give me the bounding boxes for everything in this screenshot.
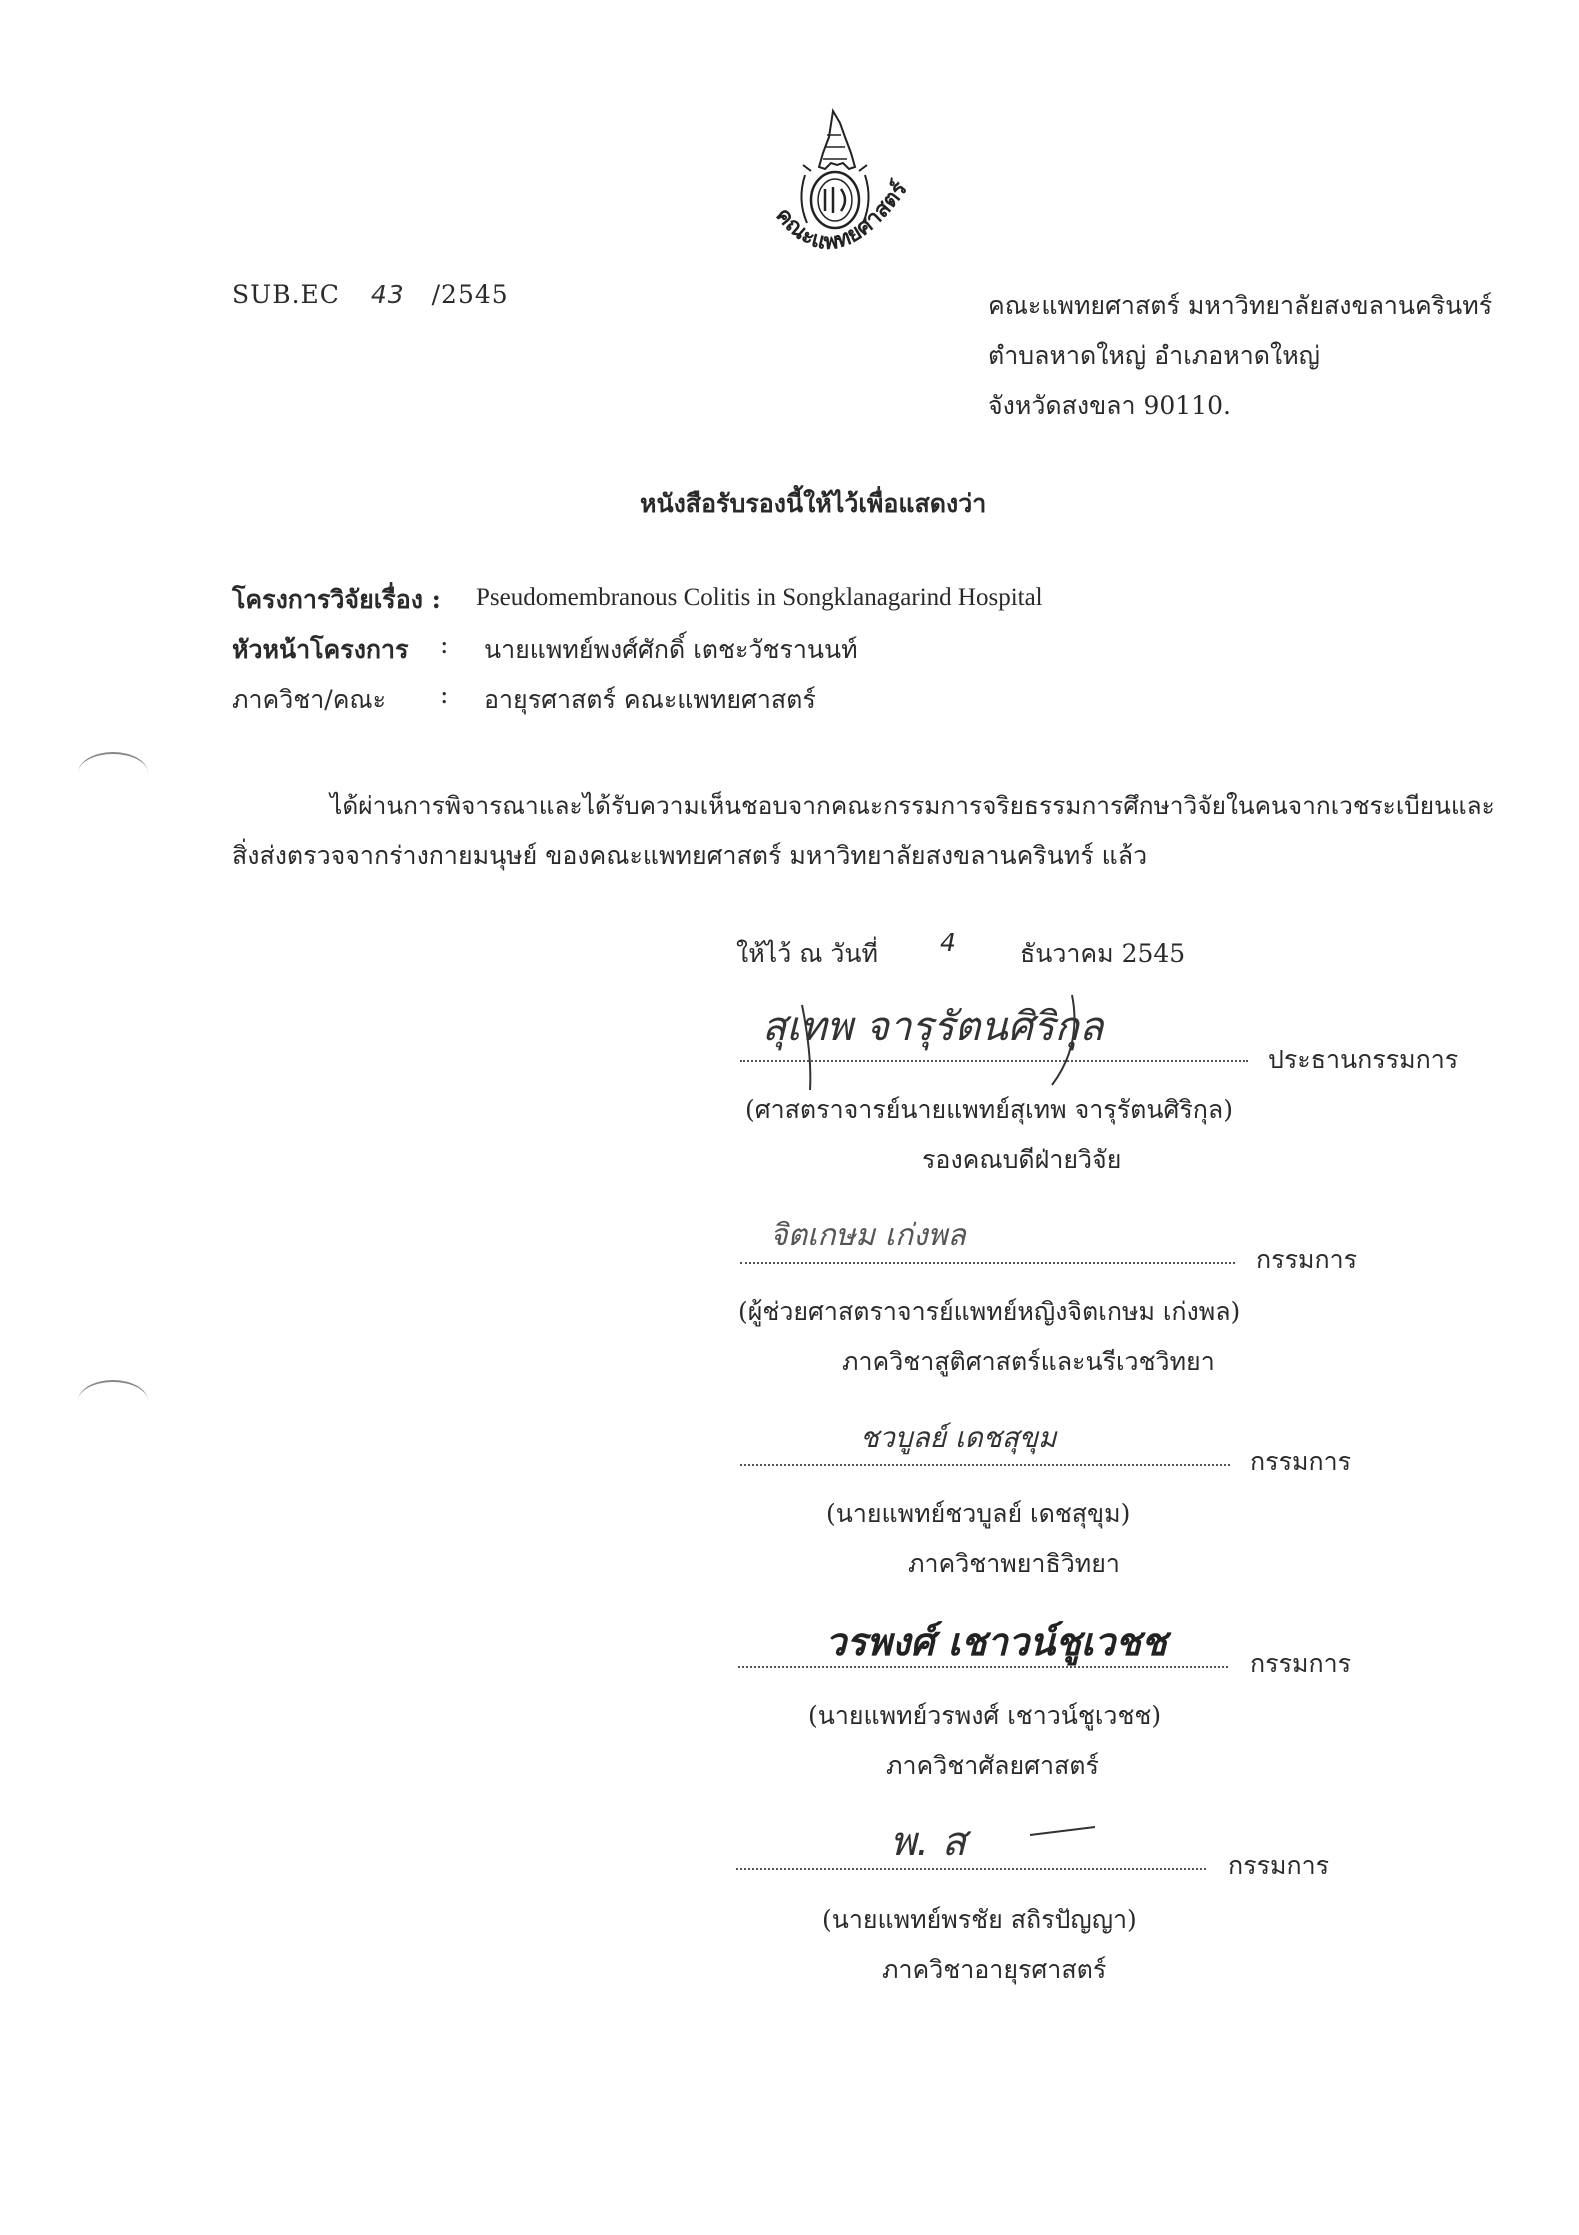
address-line: จังหวัดสงขลา 90110. <box>988 391 1231 420</box>
reference-number <box>232 280 509 309</box>
reference-prefix: SUB.EC <box>232 280 340 309</box>
punch-hole-mark <box>78 1380 148 1422</box>
address-line: ตำบลหาดใหญ่ อำเภอหาดใหญ่ <box>988 341 1320 370</box>
signatory-position-1: รองคณบดีฝ่ายวิจัย <box>922 1145 1122 1174</box>
signature-line-4 <box>738 1666 1228 1668</box>
signatory-role-4: กรรมการ <box>1250 1649 1352 1678</box>
seal-text-path: คณะแพทยศาสตร์ <box>770 176 913 256</box>
signature-4-text: วรพงศ์ เชาวน์ชูเวชช <box>825 1620 1167 1664</box>
signatory-role-3: กรรมการ <box>1250 1447 1352 1476</box>
signatory-name-4: (นายแพทย์วรพงศ์ เชาวน์ชูเวชช) <box>808 1701 1162 1730</box>
signature-line-3 <box>740 1464 1230 1466</box>
signature-line-1 <box>740 1060 1248 1062</box>
signatory-role-1: ประธานกรรมการ <box>1268 1045 1459 1074</box>
signatory-name-3: (นายแพทย์ชวบูลย์ เดชสุขุม) <box>826 1499 1131 1528</box>
signature-3 <box>850 1405 1170 1465</box>
project-title-label: โครงการวิจัยเรื่อง : <box>232 585 441 614</box>
signature-1 <box>752 985 1232 1095</box>
signature-5-text: พ. ส <box>890 1819 967 1865</box>
project-head-colon: : <box>440 630 449 659</box>
reference-handwritten-number: 43 <box>370 280 405 309</box>
signature-1-text: สุเทพ จารุรัตนศิริกุล <box>762 1004 1104 1050</box>
signatory-position-2: ภาควิชาสูติศาสตร์และนรีเวชวิทยา <box>842 1347 1215 1376</box>
signatory-role-5: กรรมการ <box>1228 1851 1330 1880</box>
date-month-year: ธันวาคม 2545 <box>1020 939 1186 968</box>
date-day: 4 <box>940 928 956 957</box>
signature-line-5 <box>736 1868 1206 1870</box>
project-title-value: Pseudomembranous Colitis in Songklanagarind Hospital <box>476 584 1043 611</box>
project-dept-value: อายุรศาสตร์ คณะแพทยศาสตร์ <box>484 685 816 714</box>
signatory-name-1: (ศาสตราจารย์นายแพทย์สุเทพ จารุรัตนศิริกุล) <box>745 1095 1233 1124</box>
project-head-value: นายแพทย์พงศ์ศักดิ์ เตชะวัชรานนท์ <box>484 635 858 664</box>
signature-line-2 <box>740 1262 1235 1264</box>
date-prefix: ให้ไว้ ณ วันที่ <box>736 939 878 968</box>
reference-suffix: /2545 <box>431 280 509 309</box>
seal-text <box>770 176 912 255</box>
signatory-position-5: ภาควิชาอายุรศาสตร์ <box>882 1955 1107 1984</box>
project-dept-label: ภาควิชา/คณะ <box>232 685 387 714</box>
signatory-name-2: (ผู้ช่วยศาสตราจารย์แพทย์หญิงจิตเกษม เก่งพล) <box>738 1297 1241 1326</box>
signatory-name-5: (นายแพทย์พรชัย สถิรปัญญา) <box>822 1905 1137 1934</box>
body-line-2: สิ่งส่งตรวจจากร่างกายมนุษย์ ของคณะแพทยศาสตร์ มหาวิทยาลัยสงขลานครินทร์ แล้ว <box>232 841 1148 870</box>
project-head-label: หัวหน้าโครงการ <box>232 635 409 664</box>
signatory-role-2: กรรมการ <box>1256 1245 1358 1274</box>
signature-3-text: ชวบูลย์ เดชสุขุม <box>860 1421 1057 1454</box>
punch-hole-mark <box>78 752 148 794</box>
signature-2 <box>760 1205 1140 1265</box>
signature-2-text: จิตเกษม เก่งพล <box>770 1218 966 1253</box>
faculty-seal-logo <box>745 105 925 275</box>
signature-4 <box>820 1605 1180 1675</box>
signatory-position-4: ภาควิชาศัลยศาสตร์ <box>886 1751 1099 1780</box>
body-line-1: ได้ผ่านการพิจารณาและได้รับความเห็นชอบจากคณะกรรมการจริยธรรมการศึกษาวิจัยในคนจากเวชระเบียนและ <box>330 791 1495 820</box>
project-dept-colon: : <box>440 680 449 709</box>
signatory-position-3: ภาควิชาพยาธิวิทยา <box>908 1549 1120 1578</box>
address-line: คณะแพทยศาสตร์ มหาวิทยาลัยสงขลานครินทร์ <box>988 291 1493 320</box>
document-title: หนังสือรับรองนี้ให้ไว้เพื่อแสดงว่า <box>640 489 987 518</box>
signature-5 <box>880 1805 1120 1875</box>
